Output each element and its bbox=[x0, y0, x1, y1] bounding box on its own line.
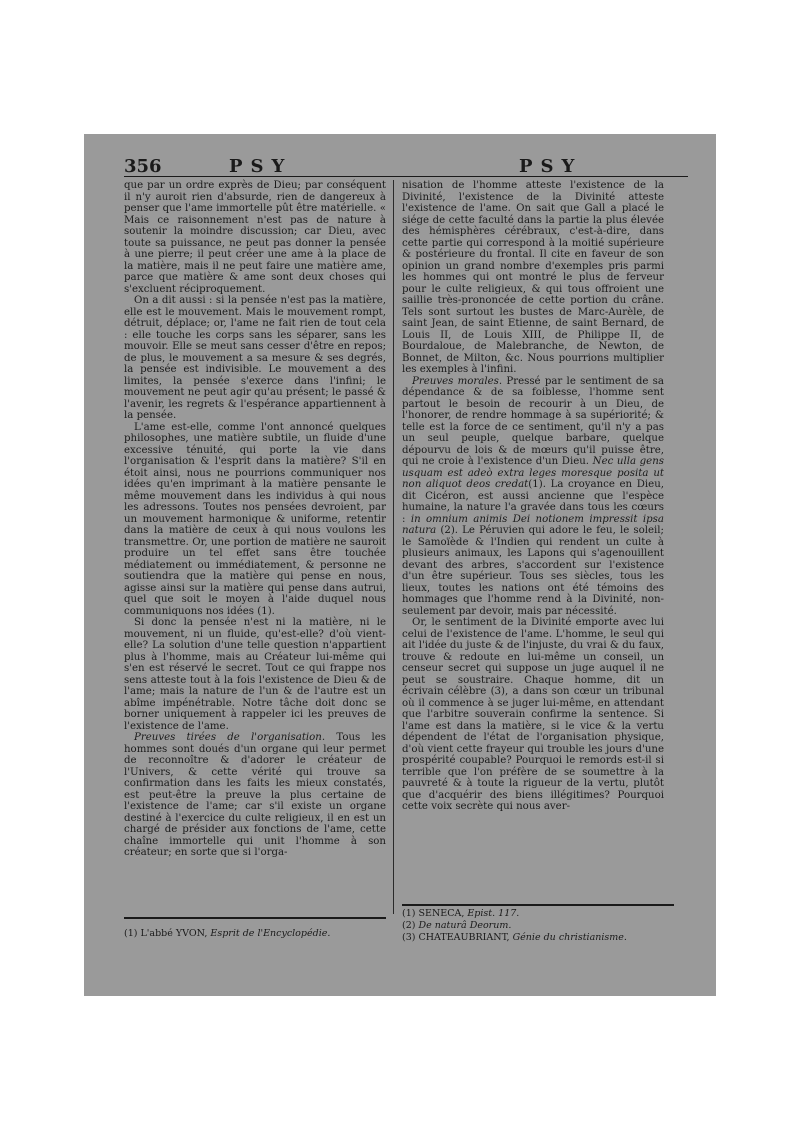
footnote-3 bbox=[402, 932, 674, 944]
footnote-left bbox=[124, 928, 386, 939]
column-divider bbox=[393, 180, 394, 914]
header-rule bbox=[124, 176, 688, 177]
right-paragraph-1: nisation de l'homme atteste l'existence de la Divinité, l'existence de la Divinité atteste l'existence de l'ame. On sait que Gall a placé le siége de cette faculté dans la partie la plus élevée des hémisphères cérébraux, c'est-à-dire, dans cette partie qui correspond à la moitié supérieure & postérieure du frontal. Il cite en faveur de son opinion un grand nombre d'exemples pris parmi les hommes qui ont montré le plus de ferveur pour le culte religieux, & qui tous offroient une saillie très-prononcée de cette portion du crâne. Tels sont surtout les bustes de Marc-Aurèle, de saint Jean, de saint Etienne, de saint Bernard, de Louis II, de Louis XIII, de Philippe II, de Bourdaloue, de Malebranche, de Newton, de Bonnet, de Milton, &c. Nous pourrions multiplier les exemples à l'infini. bbox=[402, 180, 664, 375]
latin-quote-seneca: Nec ulla gens usquam est adeò extra leges moresque posita ut non aliquot deos credat bbox=[402, 456, 664, 490]
scanned-page bbox=[84, 134, 716, 996]
footnote-author: CHATEAUBRIANT, bbox=[418, 932, 510, 943]
left-paragraph-2: On a dit aussi : si la pensée n'est pas la matière, elle est le mouvement. Mais le mouvement rompt, détruit, déplace; or, l'ame ne fait rien de tout cela : elle touche les corps sans les séparer, sans les mouvoir. Elle se meut sans cesser d'être en repos; de plus, le mouvement a sa mesure & ses degrés, la pensée est indivisible. Le mouvement a des limites, la pensée s'exerce dans l'infini; le mouvement ne peut agir qu'au présent; le passé & l'avenir, les regrets & l'espérance appartiennent à la pensée. bbox=[124, 295, 386, 421]
footnote-number: (1) bbox=[402, 908, 416, 919]
footnote-number: (1) bbox=[124, 928, 138, 939]
footnote-author: L'abbé YVON, bbox=[140, 928, 208, 939]
right-paragraph-3: Or, le sentiment de la Divinité emporte avec lui celui de l'existence de l'ame. L'homme, le seul qui ait l'idée du juste & de l'injuste, du vrai & du faux, trouve & redoute en lui-même un conseil, un censeur secret qui suppose un juge auquel il ne peut se soustraire. Chaque homme, dit un écrivain célèbre (3), a dans son cœur un tribunal où il commence à se juger lui-même, en attendant que l'arbitre souverain confirme la sentence. Si l'ame est dans la matière, si le vice & la vertu dépendent de l'état de l'organisation physique, d'où vient cette frayeur qui trouble les jours d'une prospérité coupable? Pourquoi le remords est-il si terrible que l'on préfère de se soumettre à la pauvreté & à toute la rigueur de la vertu, plutôt que d'acquérir des biens illégitimes? Pourquoi cette voix secrète qui nous aver- bbox=[402, 617, 664, 812]
section-heading-morales: Preuves morales. bbox=[412, 375, 503, 387]
footnote-title: De naturâ Deorum. bbox=[418, 920, 512, 931]
footnote-title: Esprit de l'Encyclopédie. bbox=[210, 928, 331, 939]
footnote-rule-left bbox=[124, 917, 386, 919]
left-paragraph-5 bbox=[124, 732, 386, 859]
footnote-number: (3) bbox=[402, 932, 416, 943]
footnotes-right bbox=[402, 908, 674, 944]
footnote-number: (2) bbox=[402, 920, 416, 931]
latin-quote-cicero: in omnium animis Dei notionem impressit ipsa natura bbox=[402, 513, 664, 536]
footnote-rule-right bbox=[402, 904, 674, 906]
footnote-author: SENECA, bbox=[418, 908, 465, 919]
section-heading-organisation: Preuves tirées de l'organisation. bbox=[134, 732, 326, 743]
footnote-title: Epist. 117. bbox=[467, 908, 520, 919]
footnote-1 bbox=[402, 908, 674, 920]
right-paragraph-2 bbox=[402, 376, 664, 618]
left-column bbox=[124, 180, 386, 859]
left-paragraph-4: Si donc la pensée n'est ni la matière, ni le mouvement, ni un fluide, qu'est-elle? d'où vient-elle? La solution d'une telle question n'appartient plus à l'homme, mais au Créateur lui-même qui s'en est réservé le secret. Tout ce qui frappe nos sens atteste tout à la fois l'existence de Dieu & de l'ame; mais la nature de l'un & de l'autre est un abîme impénétrable. Notre tâche doit donc se borner uniquement à rappeler ici les preuves de l'existence de l'ame. bbox=[124, 617, 386, 732]
right-paragraph-2-b: (2). Le Péruvien qui adore le feu, le soleil; le Samoïède & l'Indien qui rendent un culte à plusieurs animaux, les Lapons qui s'agenouillent devant des arbres, s'accordent sur l'existence d'un être supérieur. Tous ses siècles, tous les lieux, toutes les nations ont été témoins des hommages que l'homme rend à la Divinité, non-seulement par devoir, mais par nécessité. bbox=[402, 525, 664, 617]
running-head-left: PSY bbox=[229, 156, 293, 177]
left-paragraph-1: que par un ordre exprès de Dieu; par conséquent il n'y auroit rien d'absurde, rien de dangereux à penser que l'ame immortelle pût être matérielle. « Mais ce raisonnement n'est pas de nature à soutenir la moindre discussion; car Dieu, avec toute sa puissance, ne peut pas donner la pensée à une pierre; il peut créer une ame à la place de la matière, mais il ne peut faire une matière ame, parce que matière & ame sont deux choses qui s'excluent réciproquement. bbox=[124, 180, 386, 295]
right-paragraph-2-a: Pressé par le sentiment de sa dépendance & de sa foiblesse, l'homme sent partout le besoin de recourir à un Dieu, de l'honorer, de rendre hommage à sa supériorité; & telle est la force de ce sentiment, qu'il n'y a pas un seul peuple, quelque barbare, quelque dépourvu de lois & de mœurs qu'il puisse être, qui ne croie à l'existence d'un Dieu. bbox=[402, 375, 664, 467]
right-paragraph-2-ref: (1). La croyance en Dieu, dit Cicéron, est aussi ancienne que l'espèce humaine, la nature l'a gravée dans tous les cœurs : bbox=[402, 479, 665, 525]
footnote-2 bbox=[402, 920, 674, 932]
right-column bbox=[402, 180, 664, 813]
running-head-right: PSY bbox=[519, 156, 583, 177]
left-paragraph-3: L'ame est-elle, comme l'ont annoncé quelques philosophes, une matière subtile, un fluide d'une excessive ténuité, qui porte la vie dans l'organisation & l'esprit dans la matière? S'il en étoit ainsi, nous ne pourrions communiquer nos idées qu'en imprimant à la matière pensante le même mouvement dans les individus à qui nous les adressons. Toutes nos pensées devroient, par un mouvement harmonique & uniforme, retentir dans la matière de ceux à qui nous voulons les transmettre. Or, une portion de matière ne sauroit produire un tel effet sans être touchée médiatement ou immédiatement, & personne ne soutiendra que la matière qui pense en nous, agisse ainsi sur la matière qui pense dans autrui, quel que soit le moyen à l'aide duquel nous communiquons nos idées (1). bbox=[124, 421, 386, 617]
footnote-title: Génie du christianisme. bbox=[512, 932, 627, 943]
left-paragraph-5-text: Tous les hommes sont doués d'un organe qui leur permet de reconnoître & d'adorer le créateur de l'Univers, & cette vérité qui trouve sa confirmation dans les faits les mieux constatés, est peut-être la preuve la plus certaine de l'existence de l'ame; car s'il existe un organe destiné à l'exercice du culte religieux, il en est un chargé de présider aux fonctions de l'ame, cette chaîne immortelle qui unit l'homme à son créateur; en sorte que si l'orga- bbox=[124, 732, 386, 858]
page-number: 356 bbox=[124, 156, 162, 177]
